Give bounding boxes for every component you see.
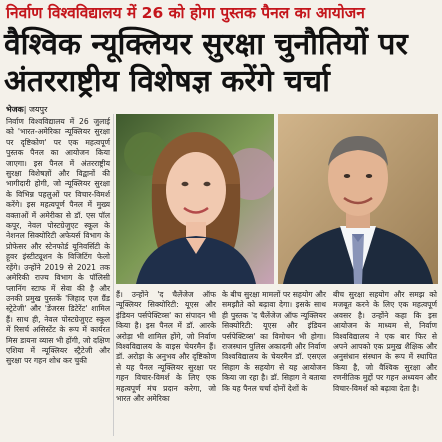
kicker-headline: निर्वाण विश्वविद्यालय में 26 को होगा पुस्तक पैनल का आयोजन — [6, 4, 365, 22]
column-1-text: निर्वाण विश्वविद्यालय में 26 जुलाई को 'भारत-अमेरिका न्यूक्लियर सुरक्षा पर दृष्टिकोण' पर एक महत्वपूर्ण पुस्तक पैनल का आयोजन किया जाएगा। इस पैनल में अंतरराष्ट्रीय सुरक्षा विशेषज्ञों और विद्वानों की भागीदारी होगी, जो न्यूक्लियर सुरक्षा के विभिन्न पहलुओं पर विचार-विमर्श करेंगे। इस महत्वपूर्ण पैनल में मुख्य वक्ताओं में अमेरीका से डॉ. एस पॉल कपूर, नेवल पोस्टग्रेजुएट स्कूल के नेशनल सिक्योरिटी अफेयर्स विभाग के प्रोफेसर और स्टेनफोर्ड यूनिवर्सिटी के हूवर इंस्टीट्यूशन के विजिटिंग फेलो रहेंगे। उन्होंने 2019 से 2021 तक अमेरिकी राज्य विभाग के पॉलिसी प्लानिंग स्टाफ में सेवा की है और उनकी प्रमुख पुस्तकें 'जिहाद एज ग्रैंड स्ट्रेटेजी' और 'डेंजरस डिटेरेंट' शामिल हैं। साथ ही, नेवल पोस्टग्रेजुएट स्कूल में रिसर्च असिस्टेंट के रूप में कार्यरत मिस डायना व्यास भी होंगी, जो दक्षिण एशिया में न्यूक्लियर स्ट्रैटेजी और सुरक्षा पर गहन शोध कर चुकी — [6, 117, 110, 366]
woman-portrait-icon — [116, 114, 274, 284]
column-4-text: बीच सुरक्षा सहयोग और समझ को मजबूत करने के लिए एक महत्वपूर्ण अवसर है। उन्होंने कहा कि इस आयोजन के माध्यम से, निर्वाण विश्वविद्यालय ने एक बार फिर से अपने आपको एक प्रमुख शैक्षिक और अनुसंधान संस्थान के रूप में स्थापित किया है, जो वैश्विक सुरक्षा और रणनीतिक मुद्दों पर गहन अध्ययन और विचार-विमर्श को बढ़ावा देता है। — [333, 290, 437, 393]
byline — [6, 104, 111, 115]
article-column-4 — [333, 290, 437, 394]
man-portrait-icon — [278, 114, 438, 284]
byline-city: | जयपुर — [23, 105, 48, 114]
byline-source: भेजक — [6, 105, 24, 114]
column-2-text: हैं। उन्होंने 'द चैलेंजेज ऑफ न्यूक्लियर सिक्योरिटी: यूएस और इंडियन पर्सपेक्टिव्स' का संपादन भी किया है। इस पैनल में डॉ. आरके अरोड़ा भी शामिल होंगे, जो निर्वाण विश्वविद्यालय के वाइस चेयरमैन हैं। डॉ. अरोड़ा के अनुभव और दृष्टिकोण से यह पैनल न्यूक्लियर सुरक्षा पर गहन विचार-विमर्श के लिए एक महत्वपूर्ण मंच प्रदान करेगा, जो भारत और अमेरिका — [116, 290, 216, 404]
article-column-3 — [222, 290, 326, 394]
main-headline: वैश्विक न्यूक्लियर सुरक्षा चुनौतियों पर अंतरराष्ट्रीय विशेषज्ञ करेंगे चर्चा — [4, 27, 408, 99]
column-divider — [113, 114, 114, 436]
article-column-1 — [6, 117, 110, 437]
article-column-2 — [116, 290, 216, 404]
photo-man — [278, 114, 438, 284]
photo-woman — [116, 114, 274, 284]
column-3-text: के बीच सुरक्षा मामलों पर सहयोग और समझौते को बढ़ावा देगा। इसके साथ ही पुस्तक 'द चैलेंजेज ऑफ न्यूक्लियर सिक्योरिटी: यूएस और इंडियन पर्सपेक्टिव्स' का विमोचन भी होगा। राजस्थान पुलिस अकादमी और निर्वाण विश्वविद्यालय के चेयरमैन डॉ. एसएल सिहाग के सहयोग से यह आयोजन किया जा रहा है। डॉ. सिहाग ने बताया कि यह पैनल चर्चा दोनों देशों के — [222, 290, 326, 393]
